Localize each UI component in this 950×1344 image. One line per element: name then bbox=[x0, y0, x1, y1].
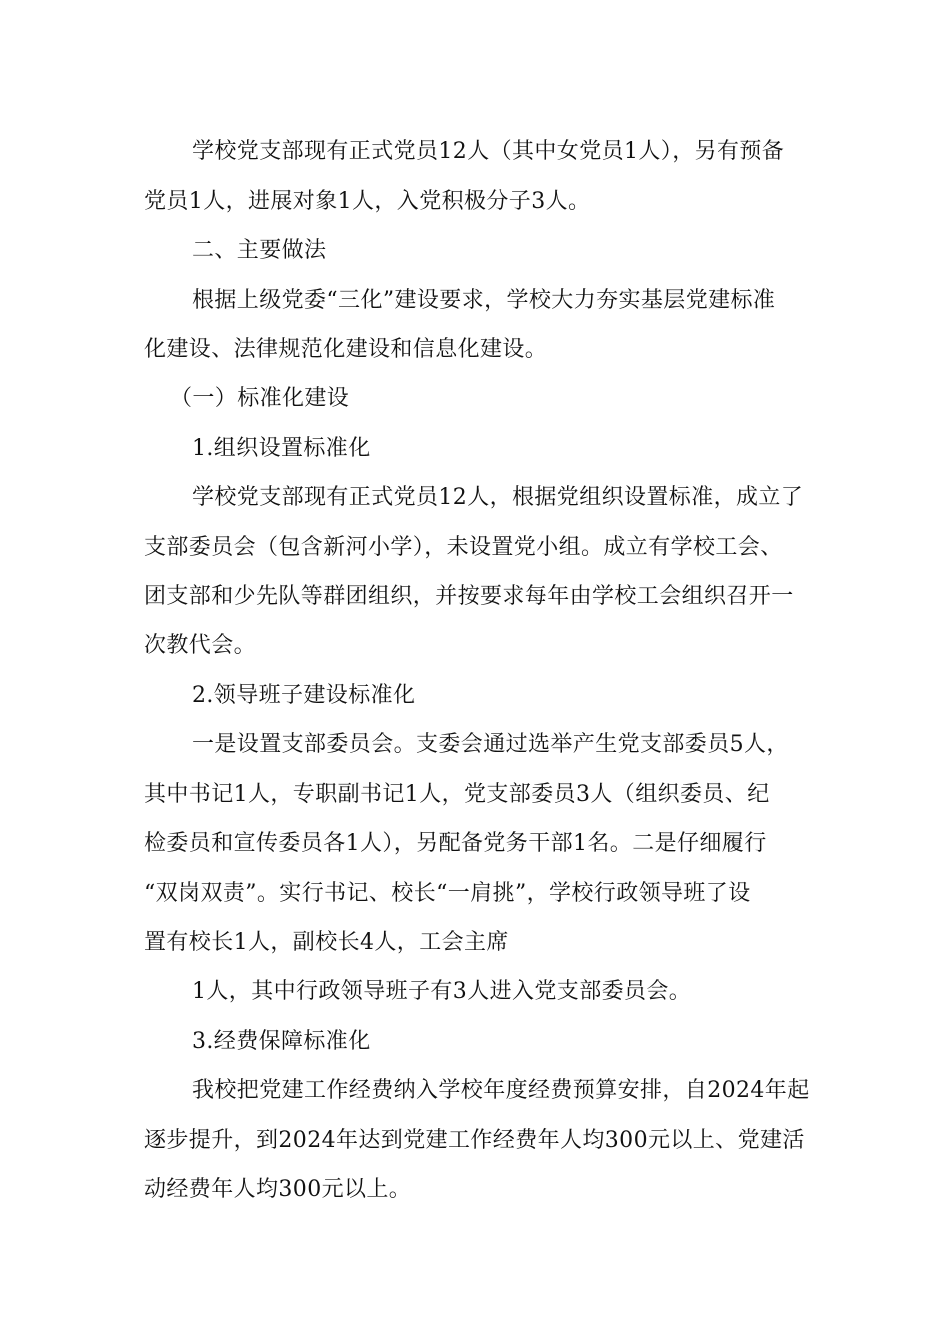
paragraph-line: 一是设置支部委员会。支委会通过选举产生党支部委员5人， bbox=[192, 732, 789, 757]
paragraph-line: 置有校长1人，副校长4人，工会主席 bbox=[144, 930, 509, 955]
paragraph-line: 我校把党建工作经费纳入学校年度经费预算安排，自2024年起 bbox=[192, 1078, 810, 1103]
paragraph-line: 化建设、法律规范化建设和信息化建设。 bbox=[144, 337, 548, 362]
paragraph-line: 学校党支部现有正式党员12人，根据党组织设置标准，成立了 bbox=[192, 485, 804, 510]
item-heading: 1.组织设置标准化 bbox=[192, 436, 371, 461]
paragraph-line: 团支部和少先队等群团组织，并按要求每年由学校工会组织召开一 bbox=[144, 584, 794, 609]
paragraph-line: 党员1人，进展对象1人，入党积极分子3人。 bbox=[144, 189, 591, 214]
paragraph-line: 根据上级党委“三化”建设要求，学校大力夯实基层党建标准 bbox=[192, 288, 776, 313]
item-heading: 2.领导班子建设标准化 bbox=[192, 683, 416, 708]
paragraph-line: 逐步提升，到2024年达到党建工作经费年人均300元以上、党建活 bbox=[144, 1128, 805, 1153]
paragraph-line: 检委员和宣传委员各1人），另配备党务干部1名。二是仔细履行 bbox=[144, 831, 767, 856]
paragraph-line: 支部委员会（包含新河小学），未设置党小组。成立有学校工会、 bbox=[144, 535, 783, 560]
paragraph-line: 其中书记1人，专职副书记1人，党支部委员3人（组织委员、纪 bbox=[144, 782, 770, 807]
paragraph-line: 动经费年人均300元以上。 bbox=[144, 1177, 412, 1202]
subsection-heading: （一）标准化建设 bbox=[170, 386, 350, 411]
section-heading: 二、主要做法 bbox=[192, 238, 327, 263]
paragraph-line: 次教代会。 bbox=[144, 633, 257, 658]
item-heading: 3.经费保障标准化 bbox=[192, 1029, 371, 1054]
paragraph-line: 学校党支部现有正式党员12人（其中女党员1人），另有预备 bbox=[192, 139, 785, 164]
paragraph-line: 1人，其中行政领导班子有3人进入党支部委员会。 bbox=[192, 979, 692, 1004]
paragraph-line: “双岗双责”。实行书记、校长“一肩挑”，学校行政领导班了设 bbox=[144, 881, 751, 906]
